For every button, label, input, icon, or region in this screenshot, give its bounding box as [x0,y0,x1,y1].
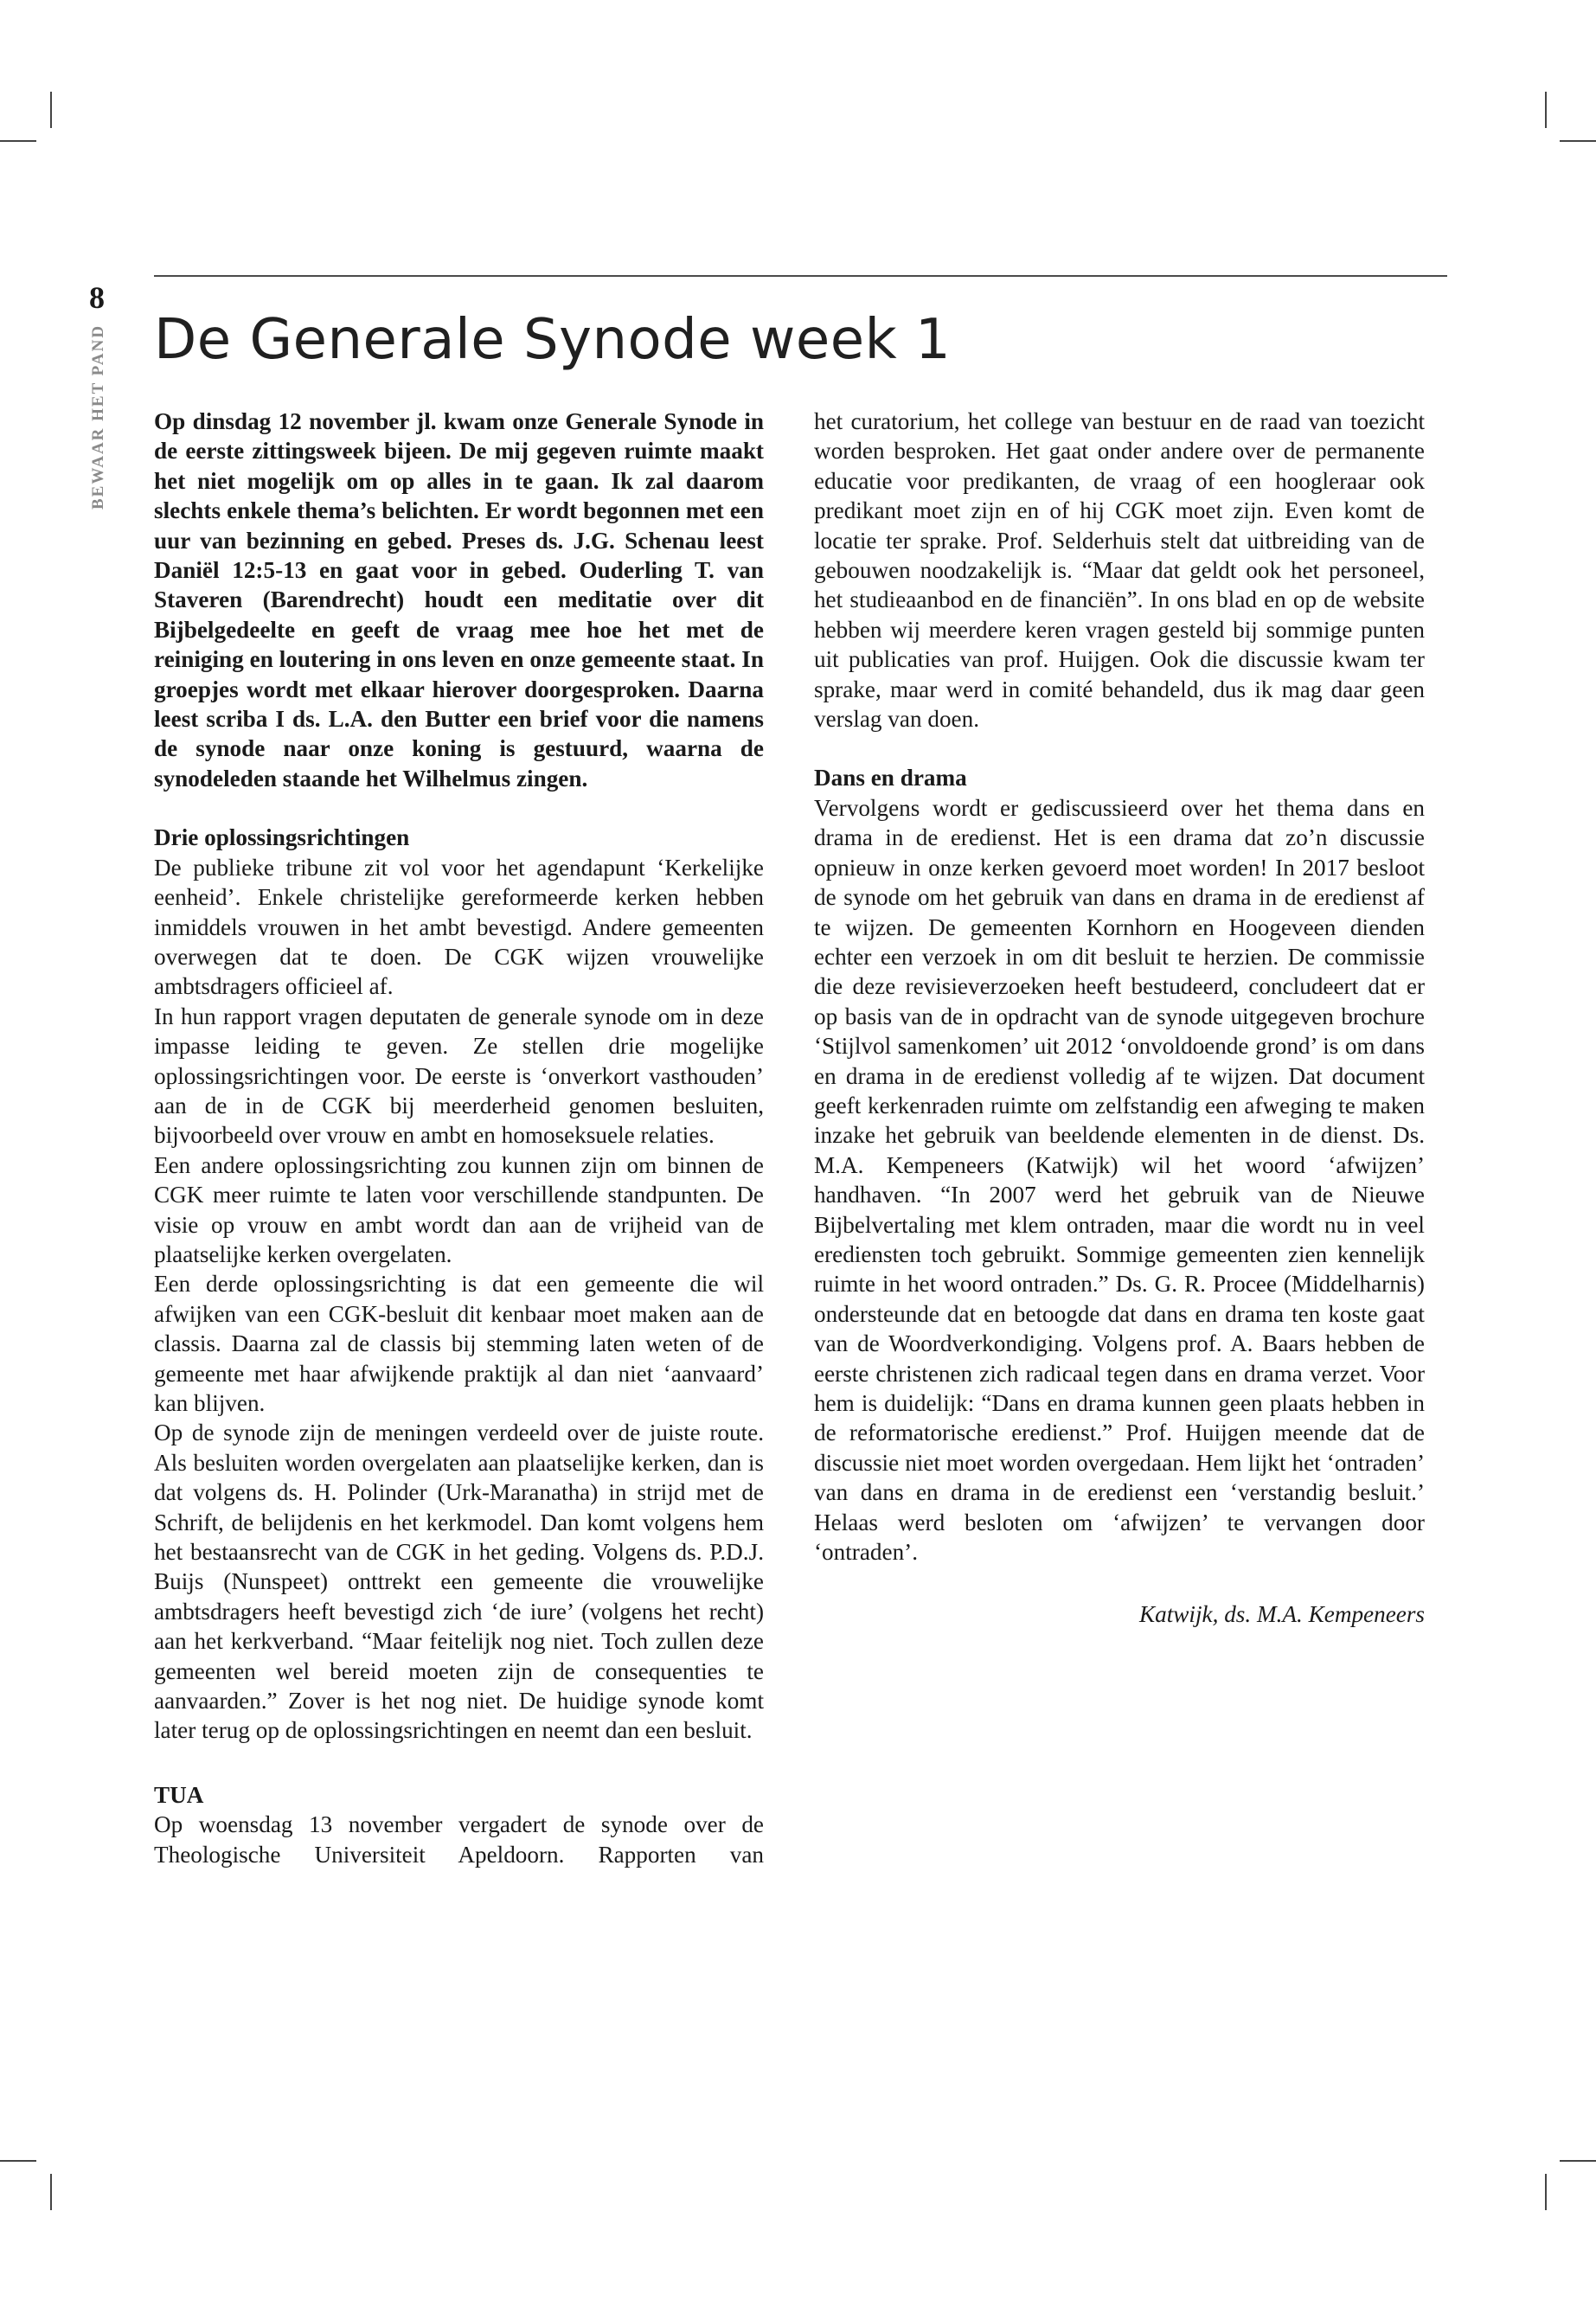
section-heading: Drie oplossingsrichtingen [154,824,410,851]
crop-mark [1545,2174,1547,2210]
author-signature: Katwijk, ds. M.A. Kempeneers [1139,1601,1425,1628]
article-title: De Generale Synode week 1 [154,308,952,372]
paragraph: Een derde oplossingsrichting is dat een gemeente die wil afwijken van een CGK-besluit dit kenbaar moet maken aan de classis. Daarna zal de classis bij stemming laten weten of de gemeente met haar afwijkende praktijk al dan niet ‘aanvaard’ kan blijven. [154,1271,764,1416]
paragraph: het curatorium, het college van bestuur en de raad van toezicht worden besproken. Het gaat onder andere over de permanente educatie voor predikanten, de vraag of een hoogleraar ook predikant moet zijn en of hij CGK moet zijn. Even komt de locatie ter sprake. Prof. Selderhuis stelt dat uitbreiding van de gebouwen noodzakelijk is. “Maar dat geldt ook het personeel, het studieaanbod en de financiën”. In ons blad en op de website hebben wij meerdere keren vragen gesteld bij sommige punten uit publicaties van prof. Huijgen. Ook die discussie kwam ter sprake, maar werd in comité behandeld, dus ik mag daar geen verslag van doen. [814,408,1425,733]
crop-mark [0,140,36,142]
paragraph: Op de synode zijn de meningen verdeeld over de juiste route. Als besluiten worden overgelaten aan plaatselijke kerken, dan is dat volgens ds. H. Polinder (Urk-Maranatha) in strijd met de Schrift, de belijdenis en het kerkmodel. Dan komt volgens hem het bestaansrecht van de CGK in het geding. Volgens ds. P.D.J. Buijs (Nunspeet) onttrekt een gemeente die vrouwelijke ambtsdragers heeft bevestigd zich ‘de iure’ (volgens het recht) aan het kerkverband. “Maar feitelijk nog niet. Toch zullen deze gemeenten wel bereid moeten zijn de consequenties te aanvaarden.” Zover is het nog niet. De huidige synode komt later terug op de oplossingsrichtingen en neemt dan een besluit. [154,1420,764,1744]
paragraph: In hun rapport vragen deputaten de generale synode om in deze impasse leiding te geven. Ze stellen drie mogelijke oplossingsrichtingen voor. De eerste is ‘onverkort vasthouden’ aan de in de CGK bij meerderheid genomen besluiten, bijvoorbeeld over vrouw en ambt en homoseksuele relaties. [154,1003,764,1149]
crop-mark [1560,140,1596,142]
left-column [154,407,764,1869]
intro-paragraph: Op dinsdag 12 november jl. kwam onze Generale Synode in de eerste zittingsweek bijeen. De mij gegeven ruimte maakt het niet mogelijk om op alles in te gaan. Ik zal daarom slechts enkele thema’s belichten. Er wordt begonnen met een uur van bezinning en gebed. Preses ds. J.G. Schenau leest Daniël 12:5-13 en gaat voor in gebed. Ouderling T. van Staveren (Barendrecht) houdt een meditatie over dit Bijbelgedeelte en geeft de vraag mee hoe het met de reiniging en loutering in ons leven en onze gemeente staat. In groepjes wordt met elkaar hierover doorgesproken. Daarna leest scriba I ds. L.A. den Butter een brief voor die namens de synode naar onze koning is gestuurd, waarna de synodeleden staande het Wilhelmus zingen. [154,408,764,792]
right-column [814,407,1425,1630]
section-heading: Dans en drama [814,765,967,792]
crop-mark [1560,2160,1596,2162]
crop-mark [50,92,52,128]
running-head: BEWAAR HET PAND [89,324,107,510]
header-rule [154,275,1447,277]
crop-mark [1545,92,1547,128]
crop-mark [0,2160,36,2162]
paragraph: Een andere oplossingsrichting zou kunnen zijn om binnen de CGK meer ruimte te laten voor verschillende standpunten. De visie op vrouw en ambt wordt dan aan de vrijheid van de plaatselijke kerken overgelaten. [154,1151,764,1267]
paragraph: De publieke tribune zit vol voor het agendapunt ‘Kerkelijke eenheid’. Enkele christelijke gereformeerde kerken hebben inmiddels vrouwen in het ambt bevestigd. Andere gemeenten overwegen dat te doen. De CGK wijzen vrouwelijke ambtsdragers officieel af. [154,854,764,1000]
crop-mark [50,2174,52,2210]
paragraph: Op woensdag 13 november vergadert de synode over de Theologische Universiteit Apeldoorn. Rapporten van [154,1811,764,1868]
paragraph: Vervolgens wordt er gediscussieerd over het thema dans en drama in de eredienst. Het is een drama dat zo’n discussie opnieuw in onze kerken gevoerd moet worden! In 2017 besloot de synode om het gebruik van dans en drama in de eredienst af te wijzen. De gemeenten Kornhorn en Hoogeveen dienden echter een verzoek in om dit besluit te herzien. De commissie die deze revisieverzoeken heeft bestudeerd, concludeert dat er op basis van de in opdracht van de synode uitgegeven brochure ‘Stijlvol samenkomen’ uit 2012 ‘onvoldoende grond’ is om dans en drama in de eredienst volledig af te wijzen. Dat document geeft kerkenraden ruimte om zelfstandig een afweging te maken inzake het gebruik van beeldende elementen in de dienst. Ds. M.A. Kempeneers (Katwijk) wil het woord ‘afwijzen’ handhaven. “In 2007 werd het gebruik van de Nieuwe Bijbelvertaling met klem ontraden, maar die wordt nu in veel erediensten toch gebruikt. Sommige gemeenten zien kennelijk ruimte in het woord ontraden.” Ds. G. R. Procee (Middelharnis) ondersteunde dat en betoogde dat dans en drama ten koste gaat van de Woordverkondiging. Volgens prof. A. Baars hebben de eerste christenen zich radicaal tegen dans en drama verzet. Voor hem is duidelijk: “Dans en drama kunnen geen plaats hebben in de reformatorische eredienst.” Prof. Huijgen meende dat de discussie niet moet worden overgedaan. Hem lijkt het ‘ontraden’ van dans en drama in de eredienst een ‘verstandig besluit.’ Helaas werd besloten om ‘afwijzen’ te vervangen door ‘ontraden’. [814,794,1425,1566]
section-heading: TUA [154,1781,204,1808]
page-number: 8 [89,280,105,315]
